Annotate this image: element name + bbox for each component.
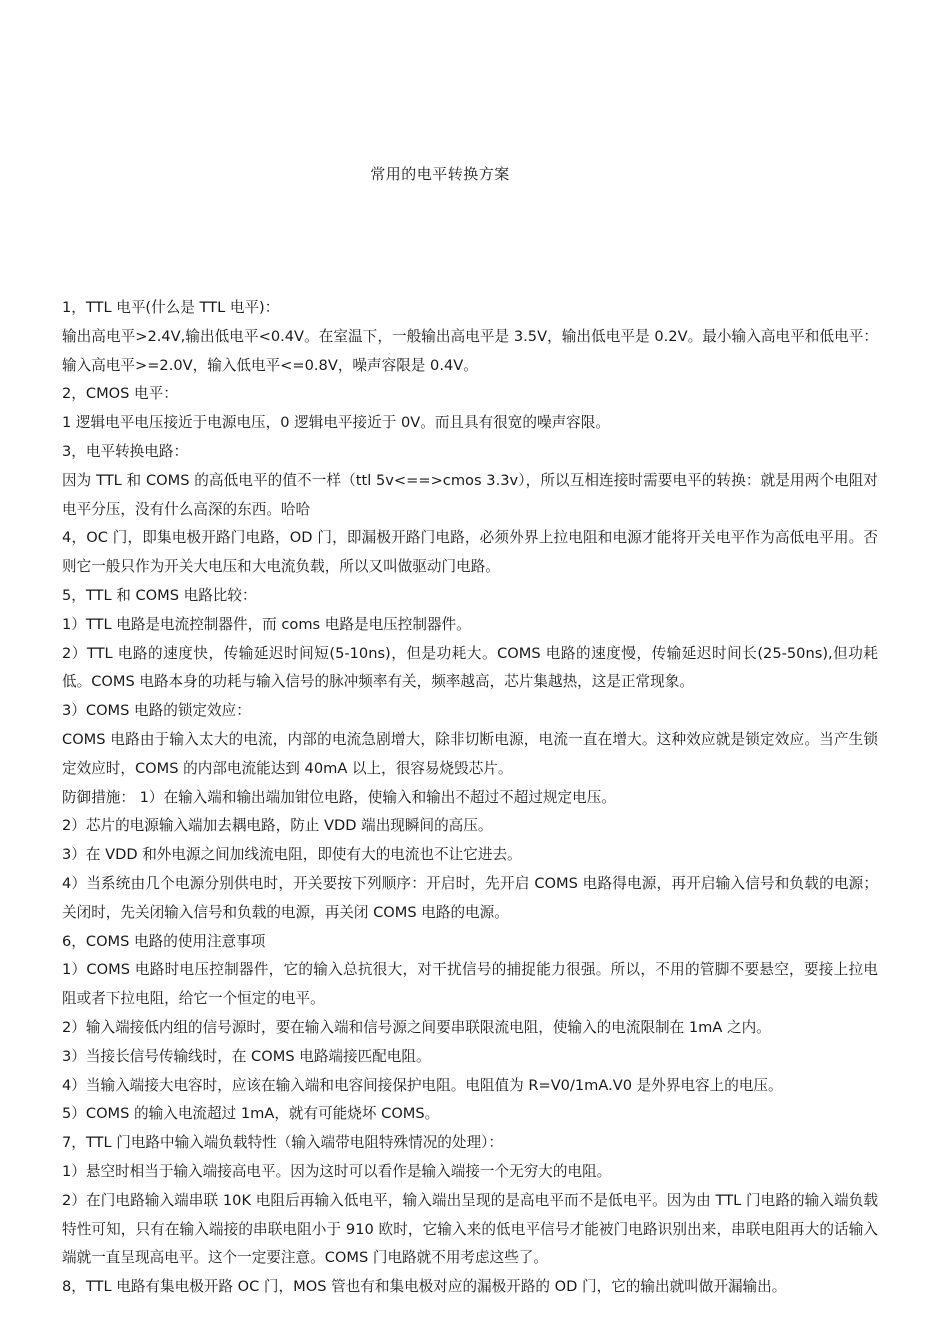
paragraph: COMS 电路由于输入太大的电流，内部的电流急剧增大，除非切断电源，电流一直在增大。这种效应就是锁定效应。当产生锁定效应时，COMS 的内部电流能达到 40mA 以上，很容易烧毁芯片。 <box>62 730 878 777</box>
paragraph: 3，电平转换电路： <box>62 442 189 460</box>
paragraph: 4）当输入端接大电容时，应该在输入端和电容间接保护电阻。电阻值为 R=V0/1mA.V0 是外界电容上的电压。 <box>62 1076 783 1094</box>
paragraph: 7，TTL 门电路中输入端负载特性（输入端带电阻特殊情况的处理）： <box>62 1134 503 1152</box>
paragraph: 1 逻辑电平电压接近于电源电压，0 逻辑电平接近于 0V。而且具有很宽的噪声容限。 <box>62 414 610 432</box>
paragraph: 4，OC 门，即集电极开路门电路，OD 门，即漏极开路门电路，必须外界上拉电阻和电源才能将开关电平作为高低电平用。否则它一般只作为开关大电压和大电流负载，所以又叫做驱动门电路。 <box>62 529 878 576</box>
paragraph: 1，TTL 电平(什么是 TTL 电平)： <box>62 299 280 316</box>
paragraph: 5）COMS 的输入电流超过 1mA，就有可能烧坏 COMS。 <box>62 1105 440 1123</box>
paragraph: 2）输入端接低内组的信号源时，要在输入端和信号源之间要串联限流电阻，使输入的电流限制在 1mA 之内。 <box>62 1018 771 1036</box>
paragraph: 8，TTL 电路有集电极开路 OC 门，MOS 管也有和集电极对应的漏极开路的 OD 门，它的输出就叫做开漏输出。 <box>62 1278 787 1296</box>
paragraph: 6，COMS 电路的使用注意事项 <box>62 932 266 950</box>
paragraph: 1）悬空时相当于输入端接高电平。因为这时可以看作是输入端接一个无穷大的电阻。 <box>62 1162 612 1180</box>
document-body <box>62 294 878 1302</box>
paragraph: 2，CMOS 电平： <box>62 385 178 403</box>
paragraph: 因为 TTL 和 COMS 的高低电平的值不一样（ttl 5v<==>cmos 3.3v），所以互相连接时需要电平的转换：就是用两个电阻对电平分压，没有什么高深的东西。哈哈 <box>62 471 878 518</box>
paragraph: 2）芯片的电源输入端加去耦电路，防止 VDD 端出现瞬间的高压。 <box>62 817 493 835</box>
paragraph: 2）TTL 电路的速度快，传输延迟时间短(5-10ns)，但是功耗大。COMS 电路的速度慢，传输延迟时间长(25-50ns),但功耗低。COMS 电路本身的功耗与输入信号的脉冲频率有关，频率越高，芯片集越热，这是正常现象。 <box>62 644 878 691</box>
paragraph: 3）COMS 电路的锁定效应： <box>62 702 251 720</box>
paragraph: 防御措施： 1）在输入端和输出端加钳位电路，使输入和输出不超过不超过规定电压。 <box>62 788 616 806</box>
paragraph: 输出高电平>2.4V,输出低电平<0.4V。在室温下，一般输出高电平是 3.5V，输出低电平是 0.2V。最小输入高电平和低电平：输入高电平>=2.0V，输入低电平<=0.8V，噪声容限是 0.4V。 <box>62 327 878 374</box>
paragraph: 3）在 VDD 和外电源之间加线流电阻，即使有大的电流也不让它进去。 <box>62 846 522 864</box>
document-title: 常用的电平转换方案 <box>370 165 510 183</box>
paragraph: 3）当接长信号传输线时，在 COMS 电路端接匹配电阻。 <box>62 1047 431 1065</box>
paragraph: 5，TTL 和 COMS 电路比较： <box>62 586 257 604</box>
paragraph: 1）COMS 电路时电压控制器件，它的输入总抗很大，对干扰信号的捕捉能力很强。所以，不用的管脚不要悬空，要接上拉电阻或者下拉电阻，给它一个恒定的电平。 <box>62 961 878 1008</box>
paragraph: 1）TTL 电路是电流控制器件，而 coms 电路是电压控制器件。 <box>62 615 471 633</box>
paragraph: 2）在门电路输入端串联 10K 电阻后再输入低电平，输入端出呈现的是高电平而不是低电平。因为由 TTL 门电路的输入端负载特性可知，只有在输入端接的串联电阻小于 910 欧时，它输入来的低电平信号才能被门电路识别出来，串联电阻再大的话输入端就一直呈现高电平。这个一定要注意。COMS 门电路就不用考虑这些了。 <box>62 1191 878 1267</box>
paragraph: 4）当系统由几个电源分别供电时，开关要按下列顺序：开启时，先开启 COMS 电路得电源，再开启输入信号和负载的电源；关闭时，先关闭输入信号和负载的电源，再关闭 COMS 电路的电源。 <box>62 874 878 921</box>
